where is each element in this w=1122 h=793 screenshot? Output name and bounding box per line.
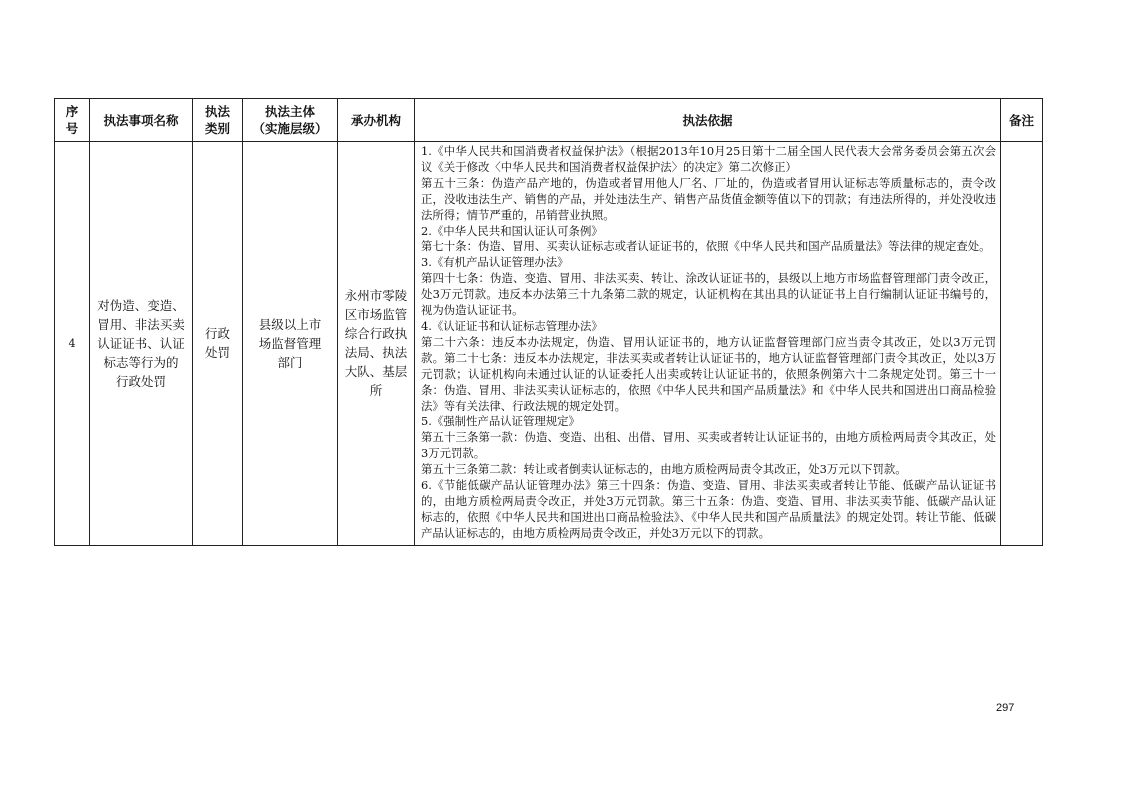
basis-paragraph: 第五十三条：伪造产品产地的，伪造或者冒用他人厂名、厂址的，伪造或者冒用认证标志等质量标志的，责令改正，没收违法生产、销售的产品，并处违法生产、销售产品货值金额等值以下的罚款；有违法所得的，并处没收违法所得；情节严重的，吊销营业执照。 (421, 175, 996, 222)
header-item-name: 执法事项名称 (90, 99, 193, 142)
basis-paragraph: 6.《节能低碳产品认证管理办法》第三十四条：伪造、变造、冒用、非法买卖或者转让节能、低碳产品认证证书的，由地方质检两局责令改正，并处3万元罚款。第三十五条：伪造、变造、冒用、非法买卖节能、低碳产品认证标志的，依照《中华人民共和国进出口商品检验法》、《中华人民共和国产品质量法》的规定处罚。转让节能、低碳产品认证标志的，由地方质检两局责令改正，并处3万元以下的罚款。 (421, 478, 996, 540)
basis-paragraph: 第五十三条第二款：转让或者倒卖认证标志的，由地方质检两局责令其改正，处3万元以下罚款。 (421, 462, 907, 477)
row-item-name: 对伪造、变造、 冒用、非法买卖 认证证书、认证 标志等行为的 行政处罚 (90, 142, 193, 546)
row-remark (1001, 142, 1043, 546)
basis-paragraph: 2.《中华人民共和国认证认可条例》 (421, 223, 603, 238)
row-subject: 县级以上市 场监督管理 部门 (243, 142, 338, 546)
page-number: 297 (996, 702, 1015, 714)
header-category: 执法 类别 (193, 99, 243, 142)
header-basis: 执法依据 (415, 99, 1001, 142)
basis-paragraph: 1.《中华人民共和国消费者权益保护法》（根据2013年10月25日第十二届全国人民代表大会常务委员会第五次会议《关于修改〈中华人民共和国消费者权益保护法〉的决定》第二次修正） (421, 144, 996, 174)
enforcement-table (54, 98, 1043, 546)
table-header-row (55, 99, 1043, 142)
table-row (55, 142, 1043, 546)
row-category: 行政 处罚 (193, 142, 243, 546)
header-seq: 序 号 (55, 99, 90, 142)
basis-paragraph: 5.《强制性产品认证管理规定》 (421, 414, 580, 429)
header-subject: 执法主体 （实施层级） (243, 99, 338, 142)
basis-paragraph: 第二十六条：违反本办法规定，伪造、冒用认证证书的，地方认证监督管理部门应当责令其改正，处以3万元罚款。第二十七条：违反本办法规定，非法买卖或者转让认证证书的，地方认证监督管理部门责令其改正，处以3万元罚款；认证机构向未通过认证的认证委托人出卖或转让认证证书的，依照条例第六十二条规定处罚。第三十一条：伪造、冒用、非法买卖认证标志的，依照《中华人民共和国产品质量法》和《中华人民共和国进出口商品检验法》等有关法律、行政法规的规定处罚。 (421, 334, 996, 413)
basis-paragraph: 3.《有机产品认证管理办法》 (421, 255, 569, 270)
basis-paragraph: 第四十七条：伪造、变造、冒用、非法买卖、转让、涂改认证证书的，县级以上地方市场监督管理部门责令改正，处3万元罚款。违反本办法第三十九条第二款的规定，认证机构在其出具的认证证书上自行编制认证证书编号的，视为伪造认证证书。 (421, 271, 996, 318)
row-seq: 4 (55, 142, 90, 546)
row-agency: 永州市零陵 区市场监管 综合行政执 法局、执法 大队、基层 所 (338, 142, 415, 546)
basis-paragraph: 第七十条：伪造、冒用、买卖认证标志或者认证证书的，依照《中华人民共和国产品质量法》等法律的规定查处。 (421, 239, 991, 254)
header-remark: 备注 (1001, 99, 1043, 142)
basis-paragraph: 第五十三条第一款：伪造、变造、出租、出借、冒用、买卖或者转让认证证书的，由地方质检两局责令其改正，处3万元罚款。 (421, 430, 996, 461)
header-agency: 承办机构 (338, 99, 415, 142)
basis-paragraph: 4.《认证证书和认证标志管理办法》 (421, 318, 603, 333)
row-legal-basis (415, 142, 1001, 546)
